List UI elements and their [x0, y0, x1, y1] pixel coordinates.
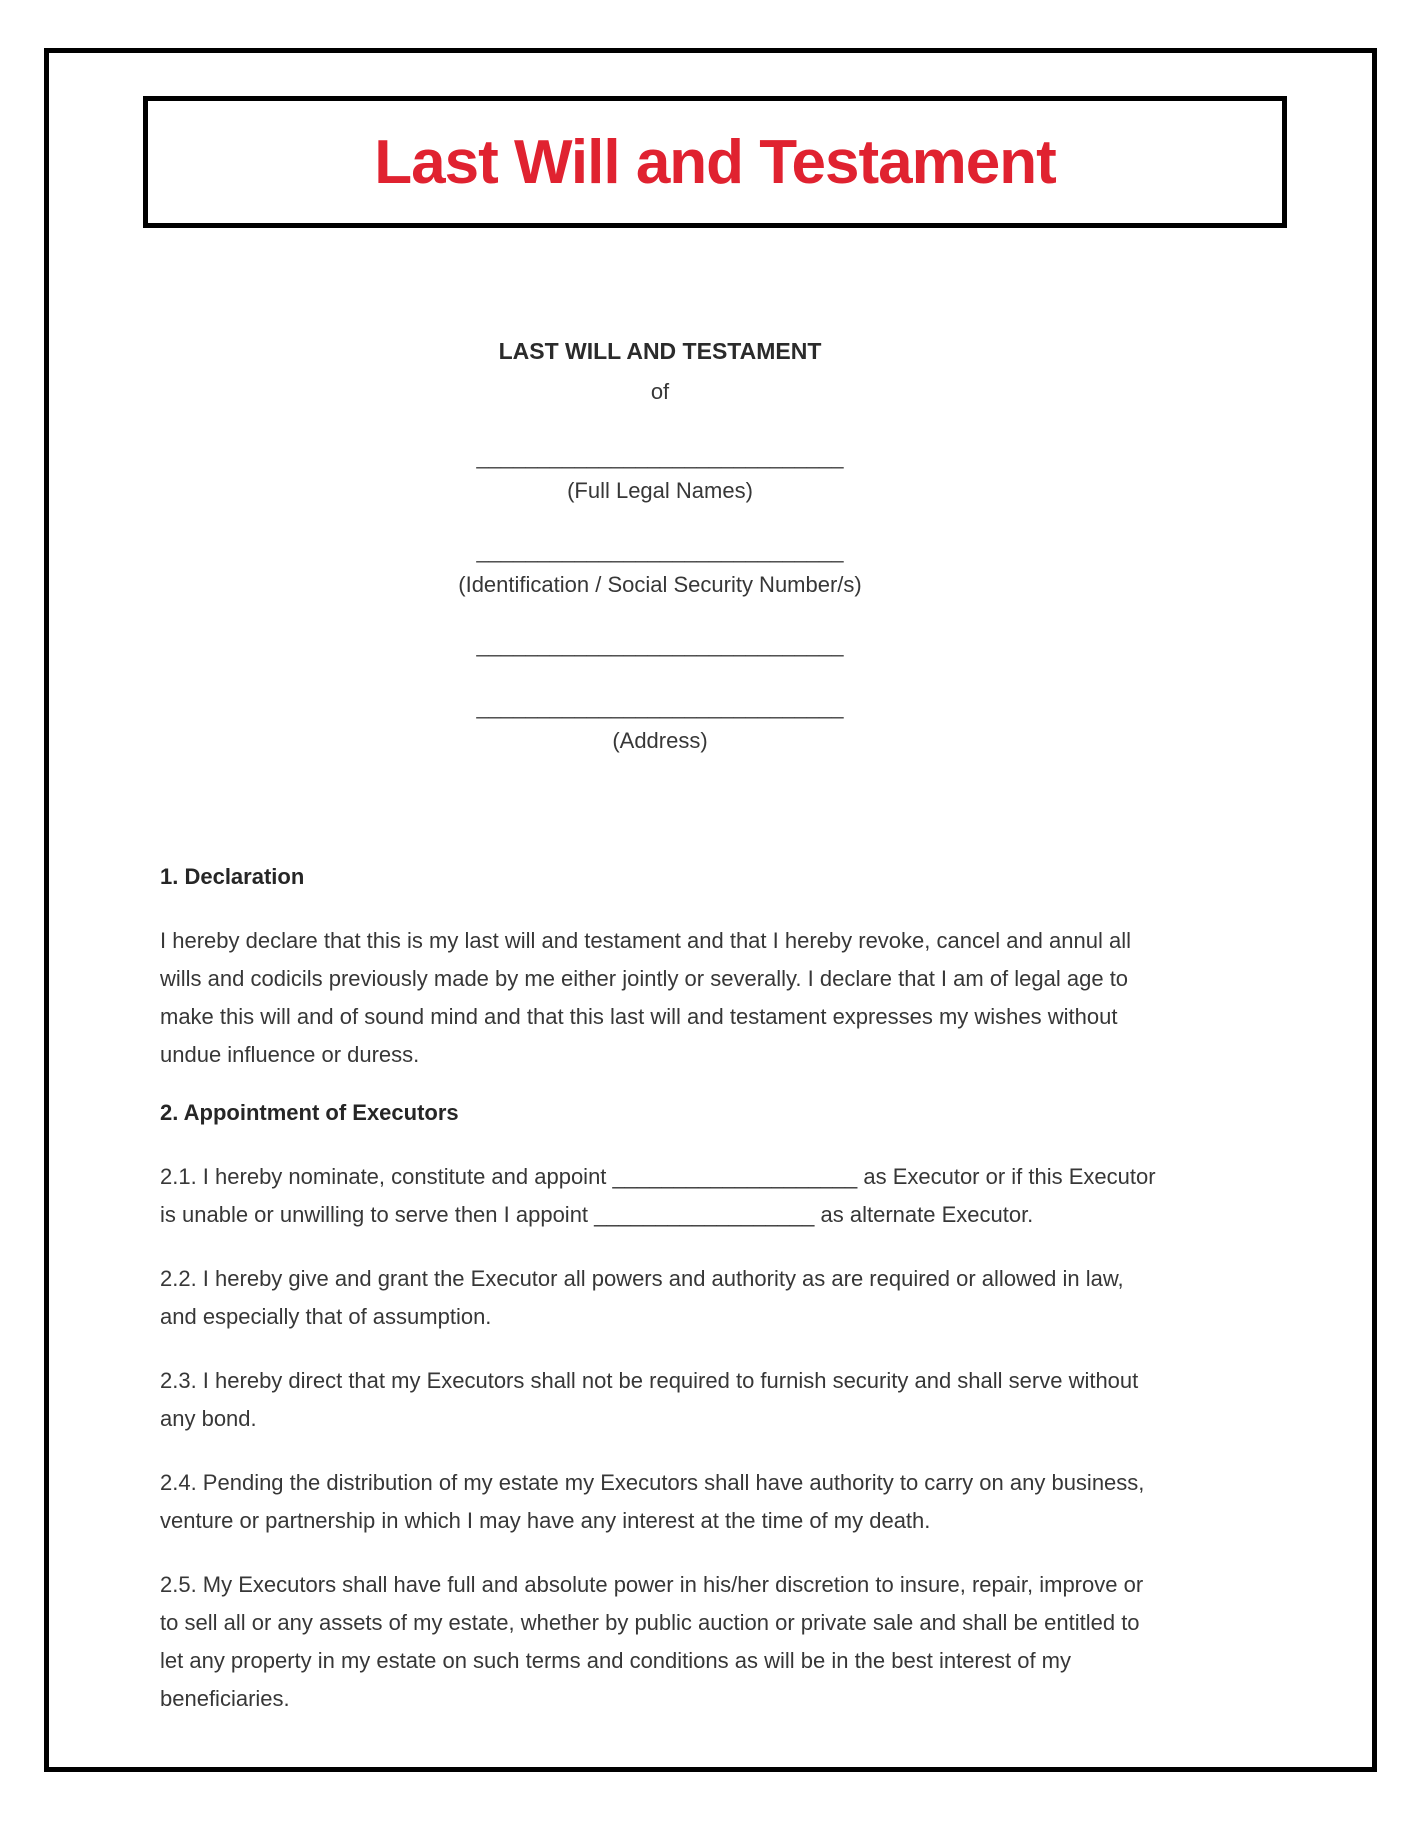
document-heading-block: [160, 332, 1160, 758]
page-border: [44, 48, 1377, 1772]
paragraph-2-4: 2.4. Pending the distribution of my estate my Executors shall have authority to carry on any business, venture or partnership in which I may have any interest at the time of my death.: [160, 1470, 1145, 1533]
document-body: [160, 228, 1160, 1718]
paragraph-2-5: 2.5. My Executors shall have full and absolute power in his/her discretion to insure, repair, improve or to sell all or any assets of my estate, whether by public auction or private sale and shall be entitled to let any property in my estate on such terms and conditions as will be in the best interest of my beneficiaries.: [160, 1572, 1144, 1711]
section-heading-declaration: 1. Declaration: [160, 864, 305, 889]
heading-of: of: [650, 379, 670, 404]
title-banner: [143, 96, 1287, 228]
fill-in-full-legal-names: [160, 440, 1160, 508]
label-identification: (Identification / Social Security Number/s): [458, 572, 862, 597]
blank-line-identification: ______________________________: [476, 538, 844, 563]
fill-in-address-line-1: [160, 628, 1160, 662]
paragraph-declaration: I hereby declare that this is my last will and testament and that I hereby revoke, cancel and annul all wills and codicils previously made by me either jointly or severally. I declare that I am of legal age to make this will and of sound mind and that this last will and testament expresses my wishes without undue influence or duress.: [160, 928, 1131, 1067]
blank-line-address-2: ______________________________: [476, 694, 844, 719]
label-full-legal-names: (Full Legal Names): [567, 478, 753, 503]
label-address: (Address): [612, 728, 708, 753]
paragraph-2-1: 2.1. I hereby nominate, constitute and appoint ____________________ as Executor or if this Executor is unable or unwilling to serve then I appoint __________________ as alternate Executor.: [160, 1164, 1156, 1227]
fill-in-address-line-2: [160, 690, 1160, 758]
paragraph-2-3: 2.3. I hereby direct that my Executors shall not be required to furnish security and shall serve without any bond.: [160, 1368, 1139, 1431]
paragraph-2-2: 2.2. I hereby give and grant the Executor all powers and authority as are required or allowed in law, and especially that of assumption.: [160, 1266, 1124, 1329]
fill-in-identification: [160, 534, 1160, 602]
blank-line-full-legal-names: ______________________________: [476, 444, 844, 469]
blank-line-address-1: ______________________________: [476, 632, 844, 657]
document-title-caps: LAST WILL AND TESTAMENT: [498, 338, 822, 364]
document-banner-title: Last Will and Testament: [374, 127, 1056, 197]
section-heading-appointment-of-executors: 2. Appointment of Executors: [160, 1100, 459, 1125]
